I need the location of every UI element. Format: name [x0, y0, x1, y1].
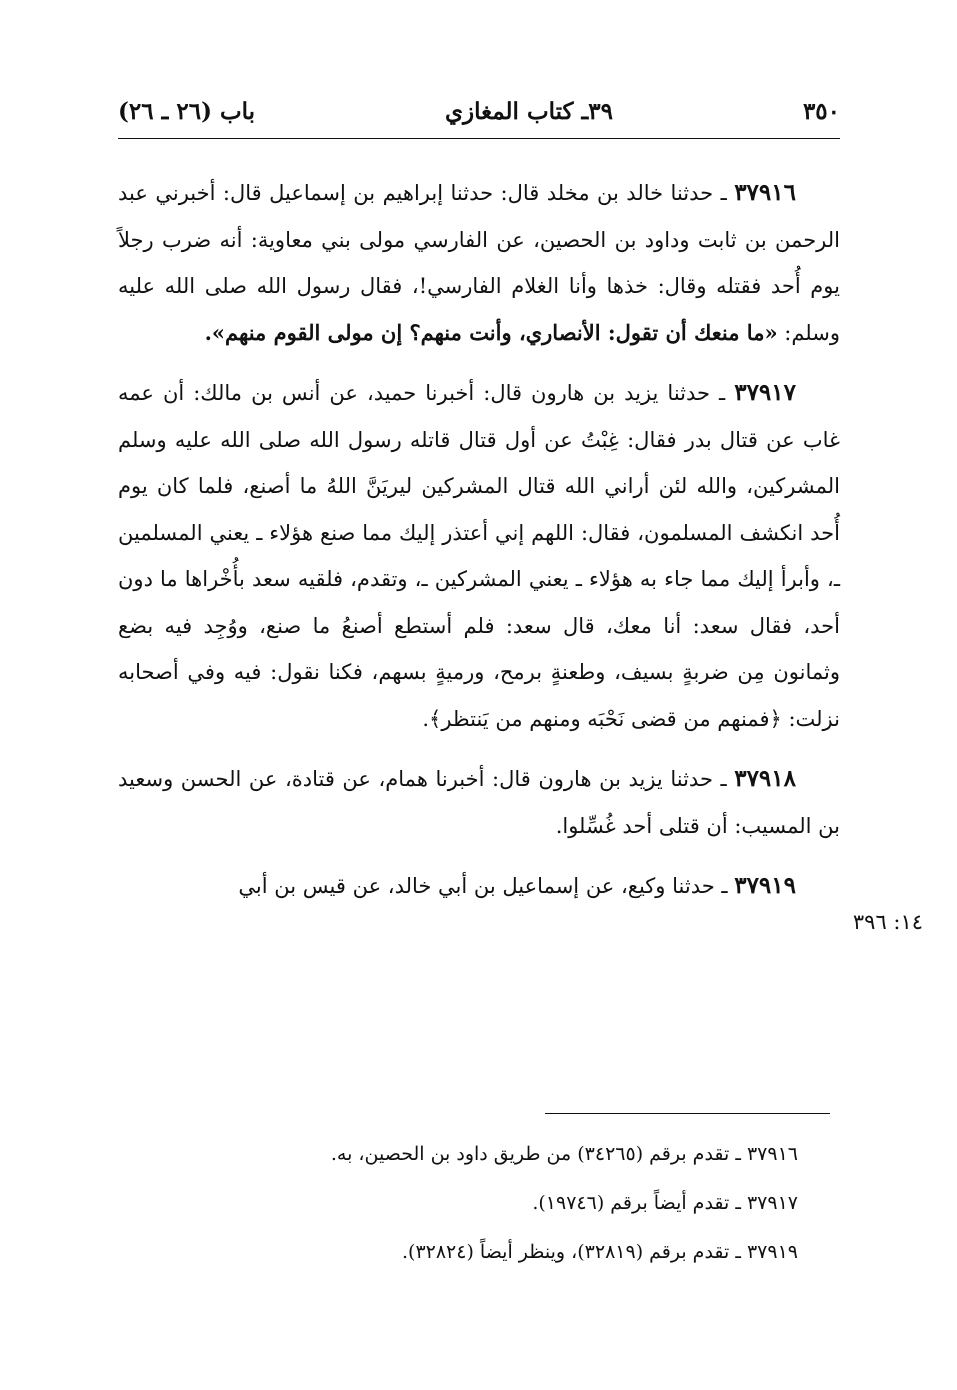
- footnotes: [118, 1130, 798, 1277]
- hadith-quote: «ما منعك أن تقول: الأنصاري، وأنت منهم؟ إن مولى القوم منهم».: [204, 319, 778, 345]
- hadith-paragraph: [118, 170, 840, 356]
- hadith-text: ـ حدثنا وكيع، عن إسماعيل بن أبي خالد، عن قيس بن أبي: [238, 874, 728, 898]
- hadith-paragraph: [118, 756, 840, 849]
- hadith-text: ـ حدثنا خالد بن مخلد قال: حدثنا إبراهيم بن إسماعيل قال: أخبرني عبد الرحمن بن ثابت وداود بن الحصين، عن الفارسي مولى بني معاوية: أنه ضرب رجلاً يوم أُحد فقتله وقال: خذها وأنا الغلام الفارسي!، فقال رسول الله صلى الله عليه وسلم:: [118, 181, 840, 345]
- footnote: ٣٧٩١٦ ـ تقدم برقم (٣٤٢٦٥) من طريق داود بن الحصين، به.: [330, 1143, 798, 1165]
- hadith-text: ـ حدثنا يزيد بن هارون قال: أخبرنا حميد، عن أنس بن مالك: أن عمه غاب عن قتال بدر فقال: غِبْتُ عن أول قتال قاتله رسول الله صلى الله عليه وسلم المشركين، والله لئن أراني الله قتال المشركين ليريَنَّ اللهُ ما أصنع، فلما كان يوم أُحد انكشف المسلمون، فقال: اللهم إني أعتذر إليك مما صنع هؤلاء ـ يعني المسلمين ـ، وأبرأ إليك مما جاء به هؤلاء ـ يعني المشركين ـ، وتقدم، فلقيه سعد بأُخْراها ما دون أحد، فقال سعد: أنا معك، قال سعد: فلم أستطع أصنعُ ما صنع، ووُجِد فيه بضع وثمانون مِن ضربةٍ بسيف، وطعنةٍ برمح، ورميةٍ بسهم، فكنا نقول: فيه وفي أصحابه نزلت: ﴿فمنهم من قضى نَحْبَه ومنهم من يَنتظر﴾.: [118, 381, 840, 731]
- footnote: ٣٧٩١٧ ـ تقدم أيضاً برقم (١٩٧٤٦).: [532, 1192, 798, 1214]
- footnote-divider: [545, 1113, 830, 1114]
- chapter-label: باب (٢٦ ـ ٢٦): [118, 97, 256, 125]
- hadith-paragraph: [118, 863, 840, 910]
- hadith-number: ٣٧٩١٦: [734, 179, 796, 206]
- book-title: ٣٩ـ كتاب المغازي: [445, 97, 613, 125]
- page-number: ٣٥٠: [802, 97, 840, 125]
- main-text: [118, 170, 840, 924]
- hadith-number: ٣٧٩١٧: [734, 379, 796, 406]
- hadith-number: ٣٧٩١٨: [734, 765, 796, 792]
- page-header: [118, 94, 840, 128]
- footnote: ٣٧٩١٩ ـ تقدم برقم (٣٢٨١٩)، وينظر أيضاً (٣٢٨٢٤).: [401, 1241, 798, 1263]
- hadith-number: ٣٧٩١٩: [734, 872, 796, 899]
- margin-reference: ١٤: ٣٩٦: [852, 910, 924, 934]
- header-divider: [118, 138, 840, 139]
- hadith-paragraph: [118, 370, 840, 742]
- hadith-text: ـ حدثنا يزيد بن هارون قال: أخبرنا همام، عن قتادة، عن الحسن وسعيد بن المسيب: أن قتلى أحد غُسِّلوا.: [118, 767, 840, 838]
